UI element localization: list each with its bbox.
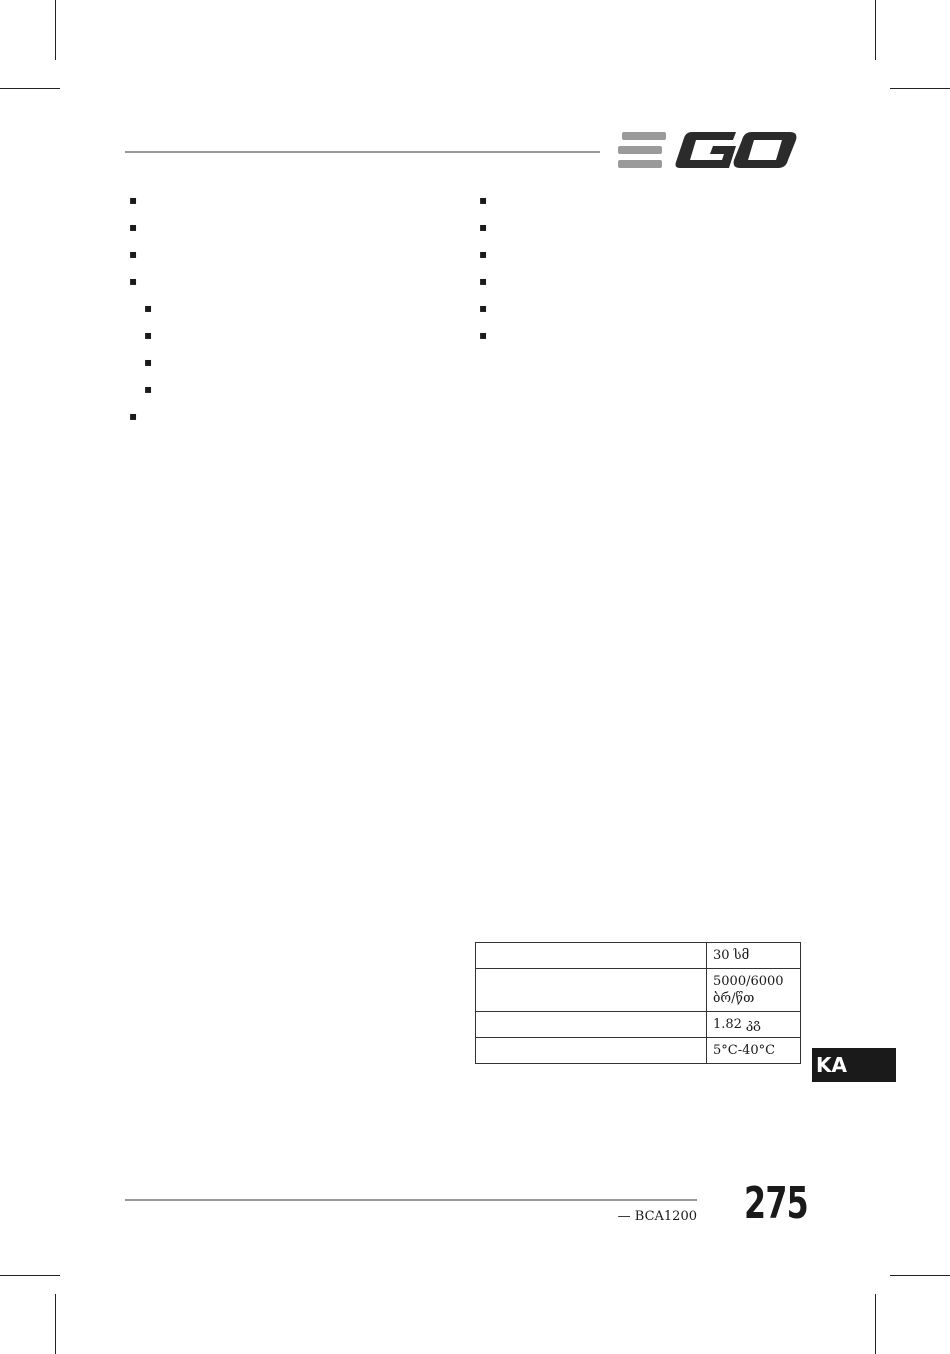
language-tab: KA	[812, 1048, 896, 1082]
list-item	[125, 244, 455, 264]
spec-label	[476, 969, 707, 1012]
header-rule	[125, 151, 600, 153]
crop-mark	[0, 1275, 60, 1276]
footer-text: — BCA1200	[617, 1209, 697, 1224]
crop-mark	[55, 0, 56, 60]
spec-value: 5000/6000 ბრ/წთ	[707, 969, 801, 1012]
sub-list-item	[140, 352, 455, 372]
warning-list-item	[475, 244, 805, 264]
crop-mark	[890, 88, 950, 89]
sub-list-item	[140, 379, 455, 399]
crop-mark	[0, 88, 60, 89]
crop-mark	[55, 1294, 56, 1354]
page-number: 275	[744, 1178, 808, 1229]
warning-list-item	[475, 190, 805, 210]
list-item	[125, 190, 455, 210]
list-item	[475, 325, 805, 345]
crop-mark	[875, 0, 876, 60]
footer-rule	[125, 1199, 697, 1201]
spec-value: 1.82 კგ	[707, 1012, 801, 1038]
spec-label	[476, 943, 707, 969]
list-item	[125, 217, 455, 237]
spec-label	[476, 1038, 707, 1064]
table-row	[476, 1038, 801, 1064]
sub-list-item	[140, 298, 455, 318]
spec-value: 5°C-40°C	[707, 1038, 801, 1064]
crop-mark	[890, 1275, 950, 1276]
ego-logo	[618, 128, 800, 172]
specifications-table	[475, 942, 801, 1064]
table-row	[476, 969, 801, 1012]
save-instructions-notice	[475, 359, 805, 379]
warning-list-item	[475, 217, 805, 237]
right-column	[475, 190, 805, 379]
spec-label	[476, 1012, 707, 1038]
table-row	[476, 1012, 801, 1038]
table-row	[476, 943, 801, 969]
warning-list-item	[125, 406, 455, 426]
warning-list-item	[475, 298, 805, 318]
spec-value: 30 სმ	[707, 943, 801, 969]
left-column	[125, 190, 455, 433]
sub-list-item	[140, 325, 455, 345]
warning-list-item	[475, 271, 805, 291]
list-item	[125, 271, 455, 291]
crop-mark	[875, 1294, 876, 1354]
